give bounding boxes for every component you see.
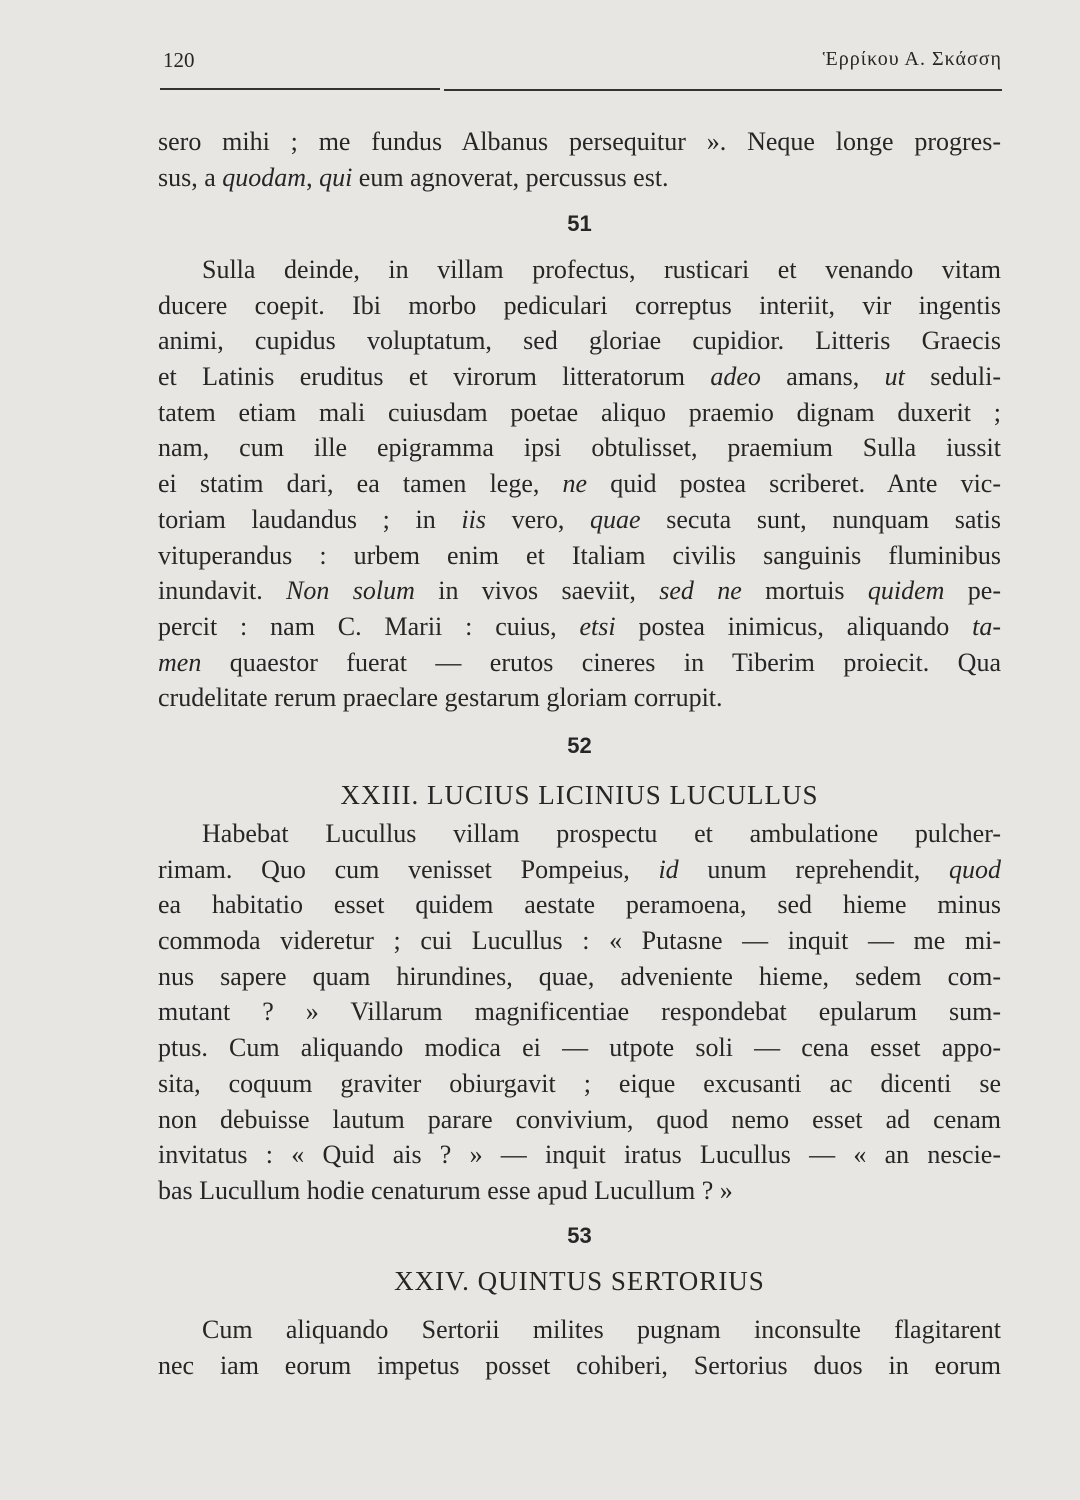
text-segment: secuta sunt, nunquam satis [640,504,1001,534]
text-line [158,359,1001,395]
running-head: Ἑρρίκου Α. Σκάσση [822,48,1002,70]
text-segment: invitatus : « Quid ais ? » — inquit iratus Lucullus — « an nescie- [158,1140,1001,1170]
text-line [158,430,1001,466]
continued-paragraph [158,124,1001,195]
text-line [158,1030,1001,1066]
text-segment: mutant ? » Villarum magnificentiae respondebat epularum sum- [158,997,1001,1027]
italic-text: etsi [579,611,616,641]
italic-text: ut [884,362,905,392]
text-line [158,160,1001,196]
italic-text: ta- [972,611,1001,641]
text-line [158,816,1001,852]
text-segment: sus, a [158,162,223,192]
chapter-title-xxiv: XXIV. QUINTUS SERTORIUS [394,1266,765,1296]
chapter-title-xxiii: XXIII. LUCIUS LICINIUS LUCULLUS [340,780,819,810]
paragraph-53 [158,1312,1001,1383]
text-line [158,645,1001,681]
text-line [158,323,1001,359]
text-segment: rimam. Quo cum venisset Pompeius, [158,854,659,884]
text-segment: animi, cupidus voluptatum, sed gloriae cupidior. Litteris Graecis [158,326,1001,356]
text-segment: pe- [944,576,1001,606]
italic-text: quidem [867,576,945,606]
text-line [158,1066,1001,1102]
text-line [158,395,1001,431]
italic-text: adeo [710,362,761,392]
text-line [158,1173,1001,1209]
text-segment: sero mihi ; me fundus Albanus persequitur ». Neque longe progres- [158,127,1001,156]
section-number-51: 51 [567,211,592,236]
text-line [158,124,1001,160]
page-number: 120 [163,48,195,72]
text-line [158,609,1001,645]
text-segment: in vivos saeviit, [414,576,660,606]
text-segment: amans, [760,362,885,392]
text-line [158,252,1001,288]
text-segment: ei statim dari, ea tamen lege, [158,469,563,499]
text-line [158,1137,1001,1173]
text-segment: vituperandus : urbem enim et Italiam civilis sanguinis fluminibus [158,540,1001,570]
text-segment: bas Lucullum hodie cenaturum esse apud Lucullum ? » [158,1175,733,1205]
text-segment: Habebat Lucullus villam prospectu et ambulatione pulcher- [202,819,1001,848]
text-segment: nam, cum ille epigramma ipsi obtulisset, praemium Sulla iussit [158,433,1001,463]
text-segment: et Latinis eruditus et virorum litteratorum [158,362,711,392]
text-segment: quaestor fuerat — erutos cineres in Tiberim proiecit. Qua [201,647,1001,677]
text-segment: nus sapere quam hirundines, quae, adveniente hieme, sedem com- [158,961,1001,991]
italic-text: quae [590,504,641,534]
italic-text: sed ne [659,576,742,606]
italic-text: quodam [222,162,307,192]
paragraph-51 [158,252,1001,716]
text-line [158,887,1001,923]
italic-text: quod [949,854,1001,884]
text-segment: seduli- [904,362,1001,392]
italic-text: id [658,854,679,884]
header-rule-right [444,89,1002,91]
text-line [158,994,1001,1030]
header-rule-left [160,88,440,90]
text-segment: toriam laudandus ; in [158,504,462,534]
text-segment: non debuisse lautum parare convivium, quod nemo esset ad cenam [158,1104,1001,1134]
text-segment: inundavit. [158,576,287,606]
text-line [158,573,1001,609]
text-segment: ptus. Cum aliquando modica ei — utpote soli — cena esset appo- [158,1033,1001,1063]
italic-text: ne [562,469,588,499]
text-segment: sita, coquum graviter obiurgavit ; eique excusanti ac dicenti se [158,1068,1001,1098]
text-segment: Cum aliquando Sertorii milites pugnam inconsulte flagitarent [202,1315,1001,1344]
text-line [158,1102,1001,1138]
text-segment: commoda videretur ; cui Lucullus : « Putasne — inquit — me mi- [158,926,1001,956]
text-line [158,538,1001,574]
text-segment: , [306,162,320,192]
text-segment: unum reprehendit, [678,854,949,884]
text-segment: Sulla deinde, in villam profectus, rusticari et venando vitam [202,255,1001,284]
text-segment: mortuis [741,576,868,606]
text-line [158,466,1001,502]
section-number-52: 52 [567,733,592,758]
text-segment: eum agnoverat, percussus est. [352,162,669,192]
text-line [158,1348,1001,1384]
text-line [158,923,1001,959]
text-line [158,1312,1001,1348]
text-line [158,852,1001,888]
text-segment: crudelitate rerum praeclare gestarum gloriam corrupit. [158,683,723,713]
paragraph-52 [158,816,1001,1209]
italic-text: qui [319,162,353,192]
text-segment: ea habitatio esset quidem aestate peramoena, sed hieme minus [158,890,1001,920]
text-segment: percit : nam C. Marii : cuius, [158,611,580,641]
text-line [158,680,1001,716]
text-segment: quid postea scriberet. Ante vic- [587,469,1001,499]
section-number-53: 53 [567,1223,592,1248]
italic-text: Non solum [286,576,415,606]
text-segment: tatem etiam mali cuiusdam poetae aliquo praemio dignam duxerit ; [158,397,1001,427]
italic-text: men [158,647,202,677]
text-segment: vero, [485,504,590,534]
text-segment: postea inimicus, aliquando [615,611,973,641]
text-line [158,959,1001,995]
italic-text: iis [461,504,486,534]
text-segment: ducere coepit. Ibi morbo pediculari correptus interiit, vir ingentis [158,290,1001,320]
text-line [158,288,1001,324]
text-segment: nec iam eorum impetus posset cohiberi, Sertorius duos in eorum [158,1350,1001,1380]
text-line [158,502,1001,538]
